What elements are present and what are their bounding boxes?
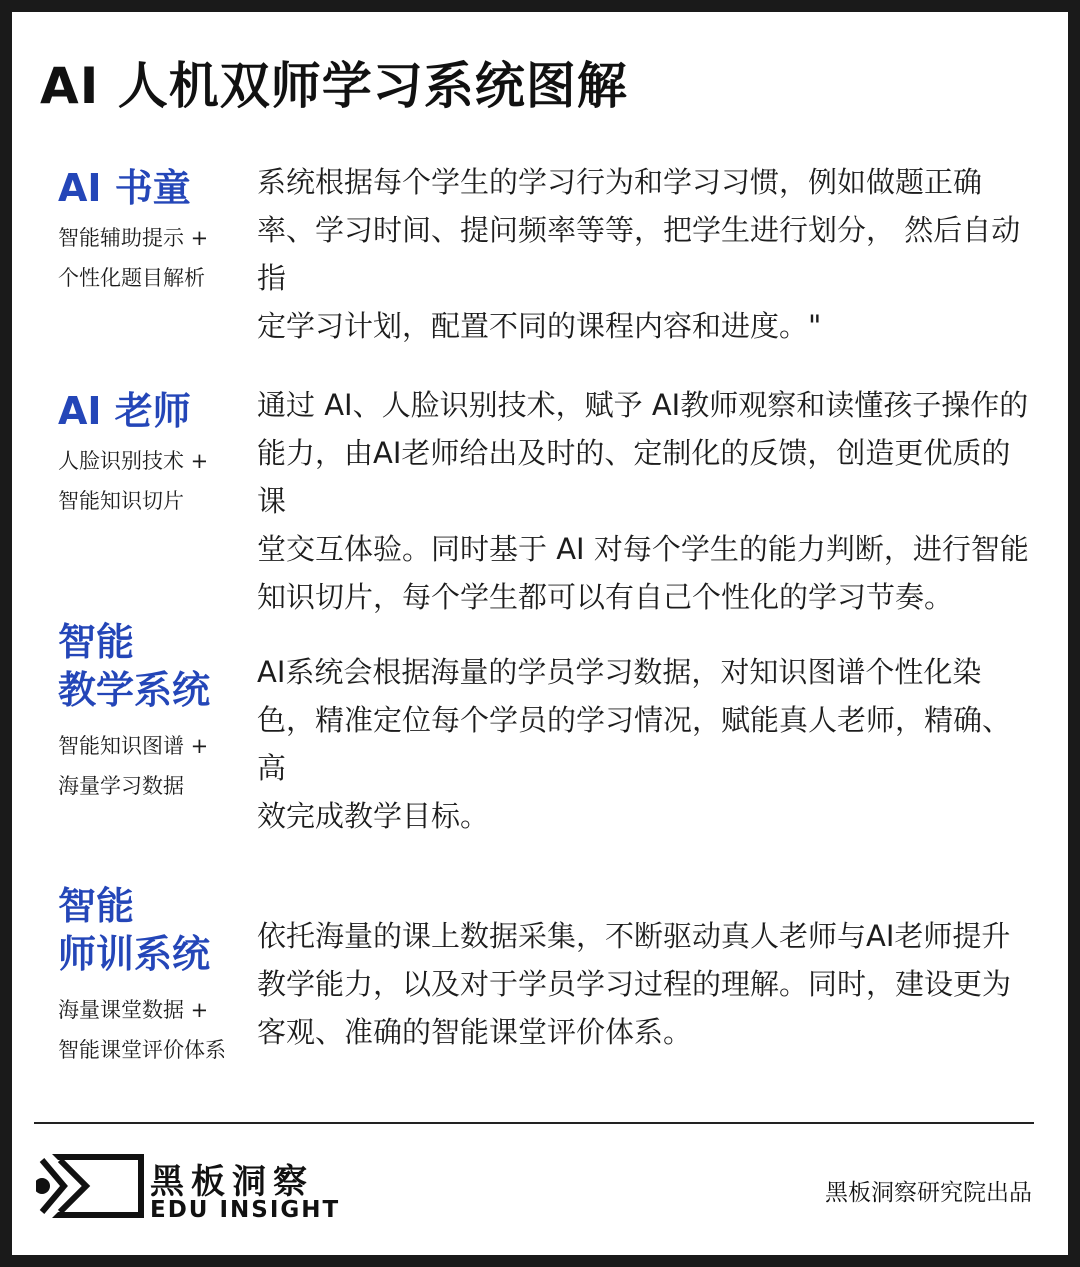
footer-divider (34, 1122, 1034, 1124)
body-line: 率、学习时间、提问频率等等，把学生进行划分， 然后自动指 (257, 213, 1021, 295)
section-body (257, 158, 1037, 350)
infographic-card (12, 12, 1068, 1255)
section-subtitle: 个性化题目解析 (58, 266, 205, 290)
section-body (257, 648, 1037, 840)
section-subtitle: 智能知识切片 (58, 489, 184, 513)
section-subtitle: 智能辅助提示 + (58, 226, 209, 250)
body-line: 教学能力，以及对于学员学习过程的理解。同时，建设更为 (257, 967, 1012, 1001)
body-line: 通过 AI、人脸识别技术，赋予 AI教师观察和读懂孩子操作的 (257, 388, 1029, 422)
section-subtitle: 人脸识别技术 + (58, 449, 209, 473)
section-subtitle: 智能课堂评价体系 (58, 1038, 226, 1062)
edu-insight-logo-icon (36, 1154, 144, 1218)
section-subtitle: 海量课堂数据 + (58, 998, 209, 1022)
section-subtitle: 智能知识图谱 + (58, 734, 209, 758)
section-heading: 师训系统 (58, 932, 211, 976)
body-line: 堂交互体验。同时基于 AI 对每个学生的能力判断，进行智能 (257, 532, 1029, 566)
section-heading: 教学系统 (58, 668, 211, 712)
body-line: AI系统会根据海量的学员学习数据，对知识图谱个性化染 (257, 655, 982, 689)
section-subtitle: 海量学习数据 (58, 774, 184, 798)
body-line: 色，精准定位每个学员的学习情况，赋能真人老师，精确、高 (257, 703, 1012, 785)
publisher-credit: 黑板洞察研究院出品 (825, 1180, 1032, 1206)
section-body (257, 912, 1037, 1056)
body-line: 依托海量的课上数据采集，不断驱动真人老师与AI老师提升 (257, 919, 1011, 953)
section-heading: AI 书童 (58, 166, 191, 210)
page-title: AI 人机双师学习系统图解 (40, 57, 628, 115)
logo-wordmark-en: EDU INSIGHT (150, 1197, 341, 1223)
section-heading: 智能 (58, 620, 135, 664)
section-heading: AI 老师 (58, 389, 191, 433)
body-line: 系统根据每个学生的学习行为和学习习惯，例如做题正确 (257, 165, 983, 199)
body-line: 客观、准确的智能课堂评价体系。 (257, 1015, 693, 1049)
section-heading: 智能 (58, 884, 135, 928)
body-line: 效完成教学目标。 (257, 799, 490, 833)
body-line: 定学习计划，配置不同的课程内容和进度。" (257, 309, 822, 343)
body-line: 能力，由AI老师给出及时的、定制化的反馈，创造更优质的课 (257, 436, 1011, 518)
logo-wordmark-cn: 黑板洞察 (150, 1162, 314, 1202)
body-line: 知识切片，每个学生都可以有自己个性化的学习节奏。 (257, 580, 954, 614)
section-body (257, 381, 1037, 621)
